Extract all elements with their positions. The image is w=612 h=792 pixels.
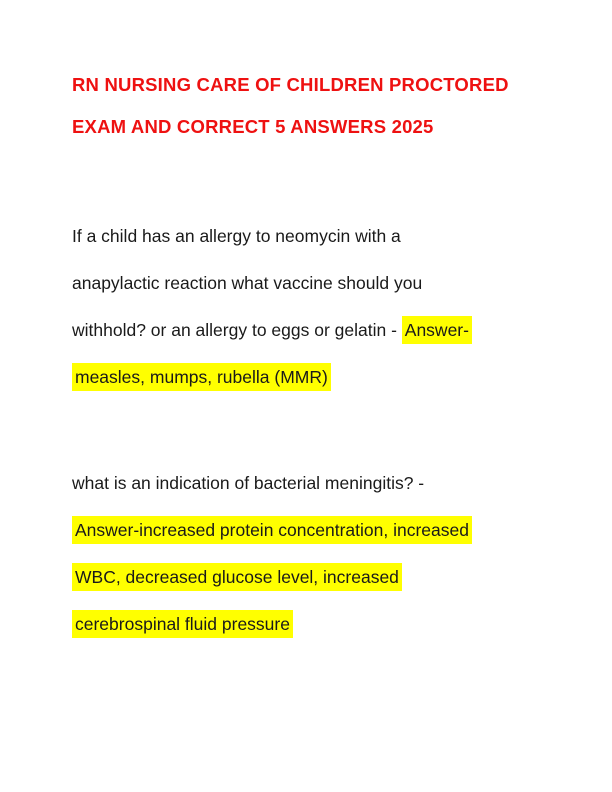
highlighted-text: Answer-increased protein concentration, increased: [72, 516, 472, 544]
qa-paragraph-1: [72, 224, 540, 412]
highlighted-text: WBC, decreased glucose level, increased: [72, 563, 402, 591]
text-line: [72, 518, 540, 565]
plain-text: If a child has an allergy to neomycin with a: [72, 226, 401, 246]
document-title: [72, 73, 540, 157]
plain-text: withhold? or an allergy to eggs or gelatin -: [72, 320, 402, 340]
text-line: [72, 271, 540, 318]
text-line: [72, 612, 540, 659]
text-line: [72, 318, 540, 365]
text-line: [72, 565, 540, 612]
highlighted-text: cerebrospinal fluid pressure: [72, 610, 293, 638]
title-line-1: RN NURSING CARE OF CHILDREN PROCTORED: [72, 74, 509, 95]
plain-text: anapylactic reaction what vaccine should you: [72, 273, 423, 293]
highlighted-text: Answer-: [402, 316, 472, 344]
text-line: [72, 471, 540, 518]
title-line-2: EXAM AND CORRECT 5 ANSWERS 2025: [72, 116, 434, 137]
text-line: [72, 365, 540, 412]
plain-text: what is an indication of bacterial meningitis? -: [72, 473, 425, 493]
page-content: [72, 73, 540, 659]
qa-paragraph-2: [72, 471, 540, 659]
text-line: [72, 224, 540, 271]
highlighted-text: measles, mumps, rubella (MMR): [72, 363, 331, 391]
